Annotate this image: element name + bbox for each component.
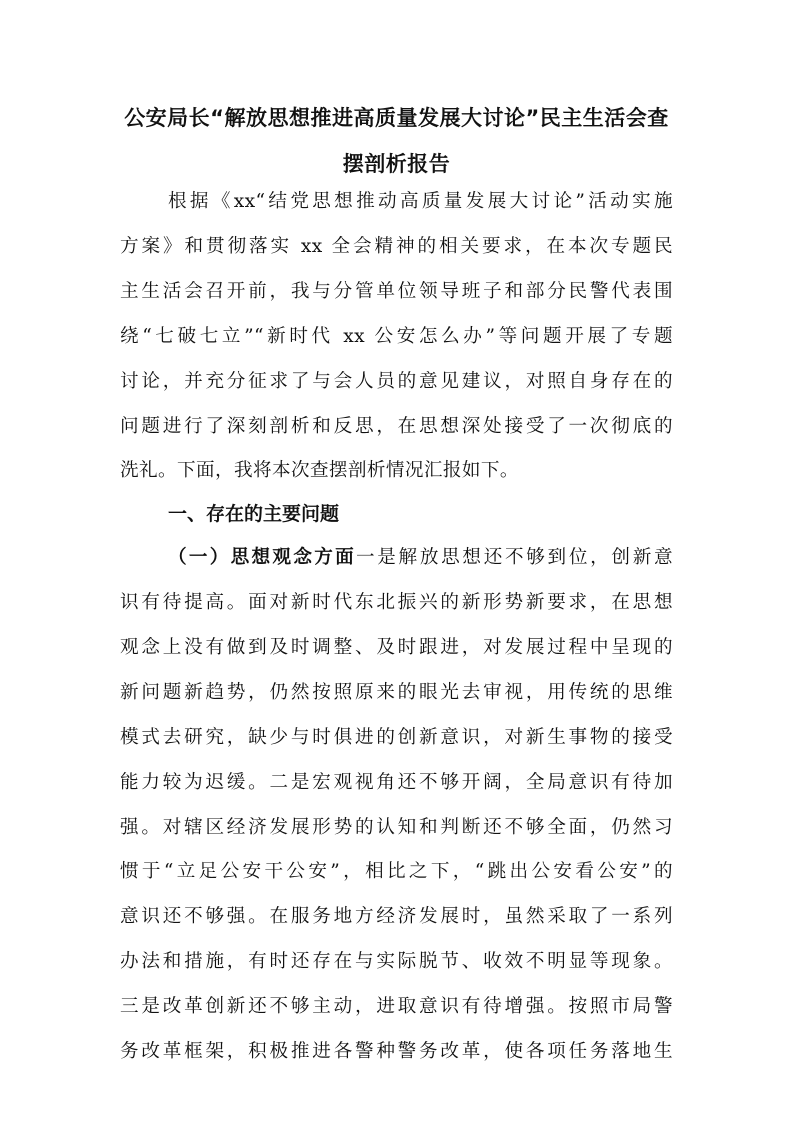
- body-line-10: 三是改革创新还不够主动，进取意识有待增强。按照市局警: [120, 996, 673, 1017]
- intro-line-3: 主生活会召开前，我与分管单位领导班子和部分民警代表围: [120, 281, 673, 302]
- intro-line-2: 方案》和贯彻落实 xx 全会精神的相关要求，在本次专题民: [120, 236, 673, 257]
- intro-line-7: 洗礼。下面，我将本次查摆剖析情况汇报如下。: [120, 460, 519, 481]
- body-line-6: 强。对辖区经济发展形势的认知和判断还不够全面，仍然习: [120, 817, 673, 838]
- subsection-first-line: [168, 541, 673, 575]
- body-line-3: 新问题新趋势，仍然按照原来的眼光去审视，用传统的思维: [120, 682, 673, 703]
- intro-line-1: 根据《xx“结党思想推动高质量发展大讨论”活动实施: [168, 191, 673, 212]
- body-line-11: 务改革框架，积极推进各警种警务改革，使各项任务落地生: [120, 1041, 673, 1062]
- body-line-4: 模式去研究，缺少与时俱进的创新意识，对新生事物的接受: [120, 727, 673, 748]
- body-line-8: 意识还不够强。在服务地方经济发展时，虽然采取了一系列: [120, 906, 673, 927]
- subsection-heading-thinking: （一）思想观念方面: [168, 547, 356, 568]
- body-line-7: 惯于“立足公安干公安”，相比之下，“跳出公安看公安”的: [120, 861, 673, 882]
- body-line-2: 观念上没有做到及时调整、及时跟进，对发展过程中呈现的: [120, 637, 673, 658]
- intro-line-5: 讨论，并充分征求了与会人员的意见建议，对照自身存在的: [120, 371, 673, 392]
- document-title-line-1: 公安局长“解放思想推进高质量发展大讨论”民主生活会查: [124, 106, 669, 130]
- intro-line-6: 问题进行了深刻剖析和反思，在思想深处接受了一次彻底的: [120, 416, 673, 437]
- intro-line-4: 绕“七破七立”“新时代 xx 公安怎么办”等问题开展了专题: [120, 326, 673, 347]
- body-line-5: 能力较为迟缓。二是宏观视角还不够开阔，全局意识有待加: [120, 772, 673, 793]
- body-line-1: 识有待提高。面对新时代东北振兴的新形势新要求，在思想: [120, 592, 673, 613]
- body-line-9: 办法和措施，有时还存在与实际脱节、收效不明显等现象。: [120, 951, 673, 972]
- subsection-first-line-text: 一是解放思想还不够到位，创新意: [355, 547, 673, 568]
- section-heading-main-problems: 一、存在的主要问题: [168, 503, 340, 525]
- document-title-line-2: 摆剖析报告: [342, 152, 451, 176]
